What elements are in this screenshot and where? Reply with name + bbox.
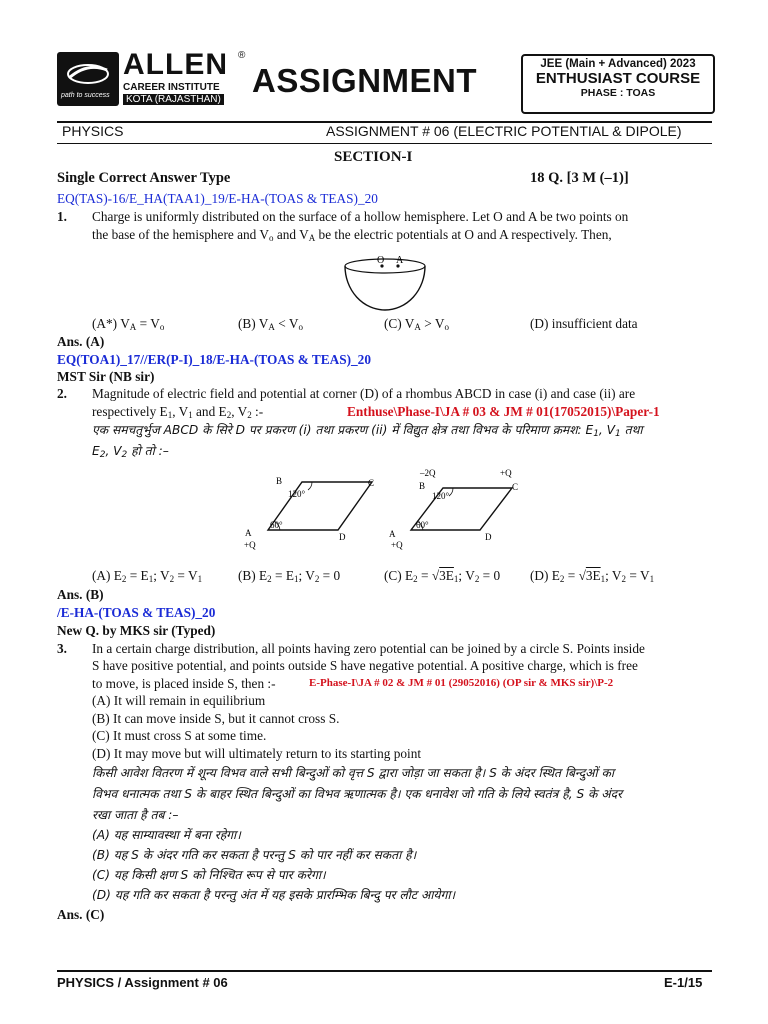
- rhombus1-angle-a: 60°: [270, 520, 283, 530]
- q1-option-d: (D) insufficient data: [530, 316, 638, 331]
- q1-option-a: (A*) $V_A = V_o$: [92, 316, 165, 332]
- rhombus2-label-b: B: [419, 481, 426, 491]
- allen-logo: [57, 48, 246, 106]
- q2-option-d: (D) $E_2 = √3E_1$; $V_2 = V_1$: [530, 568, 655, 584]
- rhombus-figure-case-2: [384, 468, 534, 554]
- q3-number: 3.: [57, 641, 67, 656]
- q2-code: EQ(TOA1)_17//ER(P-I)_18/E-HA-(TOAS & TEAS)_20: [57, 352, 371, 367]
- rhombus2-charge-a: +Q: [391, 540, 403, 550]
- q3-hindi-line3: रखा जाता है तब :–: [92, 808, 179, 822]
- rhombus2-angle-a: 60°: [416, 520, 429, 530]
- q2-line2: respectively $E_1$, $V_1$ and $E_2$, $V_2$ :-: [92, 404, 264, 420]
- logo-brand: ALLEN: [123, 48, 228, 81]
- q1-line2: the base of the hemisphere and $V_o$ and $V_A$ be the electric potentials at O and A respectively. Then,: [92, 226, 612, 243]
- q3-line3: to move, is placed inside S, then :-: [92, 676, 276, 691]
- q3-hindi-line1: किसी आवेश वितरण में शून्य विभव वाले सभी बिन्दुओं को वृत्त S द्वारा जोड़ा जा सकता है। S के अंदर स्थित बिन्दुओं का: [92, 766, 615, 780]
- subject-label: PHYSICS: [62, 123, 124, 139]
- section-title: SECTION-I: [334, 149, 413, 165]
- q3-answer: Ans. (C): [57, 907, 105, 922]
- course-box: [521, 54, 715, 114]
- logo-tagline: path to success: [61, 92, 110, 99]
- q3-option-b: (B) It can move inside S, but it cannot cross S.: [92, 711, 340, 726]
- q2-answer: Ans. (B): [57, 587, 104, 602]
- rhombus2-label-a: A: [389, 529, 396, 539]
- rhombus1-label-b: B: [276, 476, 283, 486]
- q2-option-c: (C) $E_2 = √3E_1$; $V_2 = 0$: [384, 568, 501, 584]
- logo-institute: CAREER INSTITUTE: [123, 82, 220, 93]
- footer-rule: [57, 970, 712, 972]
- section-type: Single Correct Answer Type: [57, 170, 231, 186]
- q3-faculty: New Q. by MKS sir (Typed): [57, 623, 216, 638]
- q3-option-a: (A) It will remain in equilibrium: [92, 693, 266, 708]
- q2-faculty: MST Sir (NB sir): [57, 369, 155, 384]
- q1-answer: Ans. (A): [57, 334, 105, 349]
- q1-code: EQ(TAS)-16/E_HA(TAA1)_19/E-HA-(TOAS & TEAS)_20: [57, 191, 378, 206]
- q2-option-b: (B) $E_2 = E_1$; $V_2 = 0$: [238, 568, 341, 584]
- q3-hindi-option-c: (C) यह किसी क्षण S को निश्चित रूप से पार करेगा।: [92, 868, 326, 882]
- rhombus-figure-case-1: [240, 472, 390, 554]
- section-marks: 18 Q. [3 M (–1)]: [530, 170, 629, 186]
- q1-option-b: (B) $V_A < V_o$: [238, 316, 303, 332]
- q3-reference: E-Phase-I\JA # 02 & JM # 01 (29052016) (OP sir & MKS sir)\P-2: [309, 677, 614, 689]
- footer-page-number: E-1/15: [664, 975, 703, 990]
- rhombus1-label-a: A: [245, 528, 252, 538]
- rhombus2-charge-c: +Q: [500, 468, 512, 478]
- logo-registered: ®: [238, 50, 246, 61]
- q3-hindi-line2: विभव धनात्मक तथा S के बाहर स्थित बिन्दुओं का विभव ऋणात्मक है। एक धनावेश जो गति के लिये स्वतंत्र है, S के अंदर: [92, 787, 623, 801]
- course-exam: JEE (Main + Advanced) 2023: [540, 58, 696, 70]
- q2-hindi-line1: एक समचतुर्भुज ABCD के सिरे D पर प्रकरण (i) तथा प्रकरण (ii) में विद्युत क्षेत्र तथा विभव के परिमाण क्रमश: $E_1$, $V_1$ तथा: [92, 423, 643, 439]
- rhombus1-charge-a: +Q: [244, 540, 256, 550]
- q3-code: /E-HA-(TOAS & TEAS)_20: [57, 605, 216, 620]
- rhombus2-label-c: C: [512, 482, 519, 492]
- q2-number: 2.: [57, 386, 67, 401]
- q3-hindi-option-d: (D) यह गति कर सकता है परन्तु अंत में यह इसके प्रारम्भिक बिन्दु पर लौट आयेगा।: [92, 888, 456, 902]
- hemisphere-label-o: O: [377, 255, 385, 266]
- q3-option-c: (C) It must cross S at some time.: [92, 728, 267, 743]
- q1-line1: Charge is uniformly distributed on the surface of a hollow hemisphere. Let O and A be two points on: [92, 209, 629, 224]
- q2-reference: Enthuse\Phase-I\JA # 03 & JM # 01(17052015)\Paper-1: [347, 404, 660, 419]
- sqrt-symbol: √: [578, 568, 586, 583]
- rhombus2-label-d: D: [485, 532, 492, 542]
- q3-line2: S have positive potential, and points outside S have negative potential. A positive charge, which is free: [92, 658, 638, 673]
- header-rule-bottom: [57, 143, 712, 144]
- sqrt-symbol: √: [431, 568, 440, 583]
- rhombus2-angle-b: 120°: [432, 491, 450, 501]
- course-phase: PHASE : TOAS: [580, 87, 656, 99]
- q3-option-d: (D) It may move but will ultimately return to its starting point: [92, 746, 422, 761]
- assignment-label: ASSIGNMENT # 06 (ELECTRIC POTENTIAL & DIPOLE): [326, 123, 682, 139]
- q1-text: [92, 208, 722, 243]
- hemisphere-label-a: A: [396, 255, 404, 266]
- logo-location: KOTA (RAJASTHAN): [123, 94, 224, 105]
- rhombus2-charge-b: –2Q: [420, 468, 436, 478]
- q2-line1: Magnitude of electric field and potential at corner (D) of a rhombus ABCD in case (i) and case (ii) are: [92, 386, 636, 401]
- logo-emblem: [57, 52, 119, 106]
- hemisphere-figure: [340, 252, 430, 314]
- q2-option-a: (A) $E_2 = E_1$; $V_2 = V_1$: [92, 568, 203, 584]
- course-name: ENTHUSIAST COURSE: [535, 70, 701, 87]
- q3-hindi-option-a: (A) यह साम्यावस्था में बना रहेगा।: [92, 828, 241, 842]
- q2-hindi-line2: $E_2$, $V_2$ हो तो :–: [92, 444, 169, 460]
- rhombus1-label-d: D: [339, 532, 346, 542]
- page-title: ASSIGNMENT: [252, 62, 478, 99]
- q3-hindi-option-b: (B) यह S के अंदर गति कर सकता है परन्तु S को पार नहीं कर सकता है।: [92, 848, 417, 862]
- q3-line1: In a certain charge distribution, all points having zero potential can be joined by a circle S. Points inside: [92, 641, 645, 656]
- rhombus1-angle-b: 120°: [288, 489, 306, 499]
- q1-option-c: (C) $V_A > V_o$: [384, 316, 449, 332]
- rhombus1-label-c: C: [368, 478, 375, 488]
- q1-number: 1.: [57, 209, 67, 224]
- footer-left: PHYSICS / Assignment # 06: [57, 975, 228, 990]
